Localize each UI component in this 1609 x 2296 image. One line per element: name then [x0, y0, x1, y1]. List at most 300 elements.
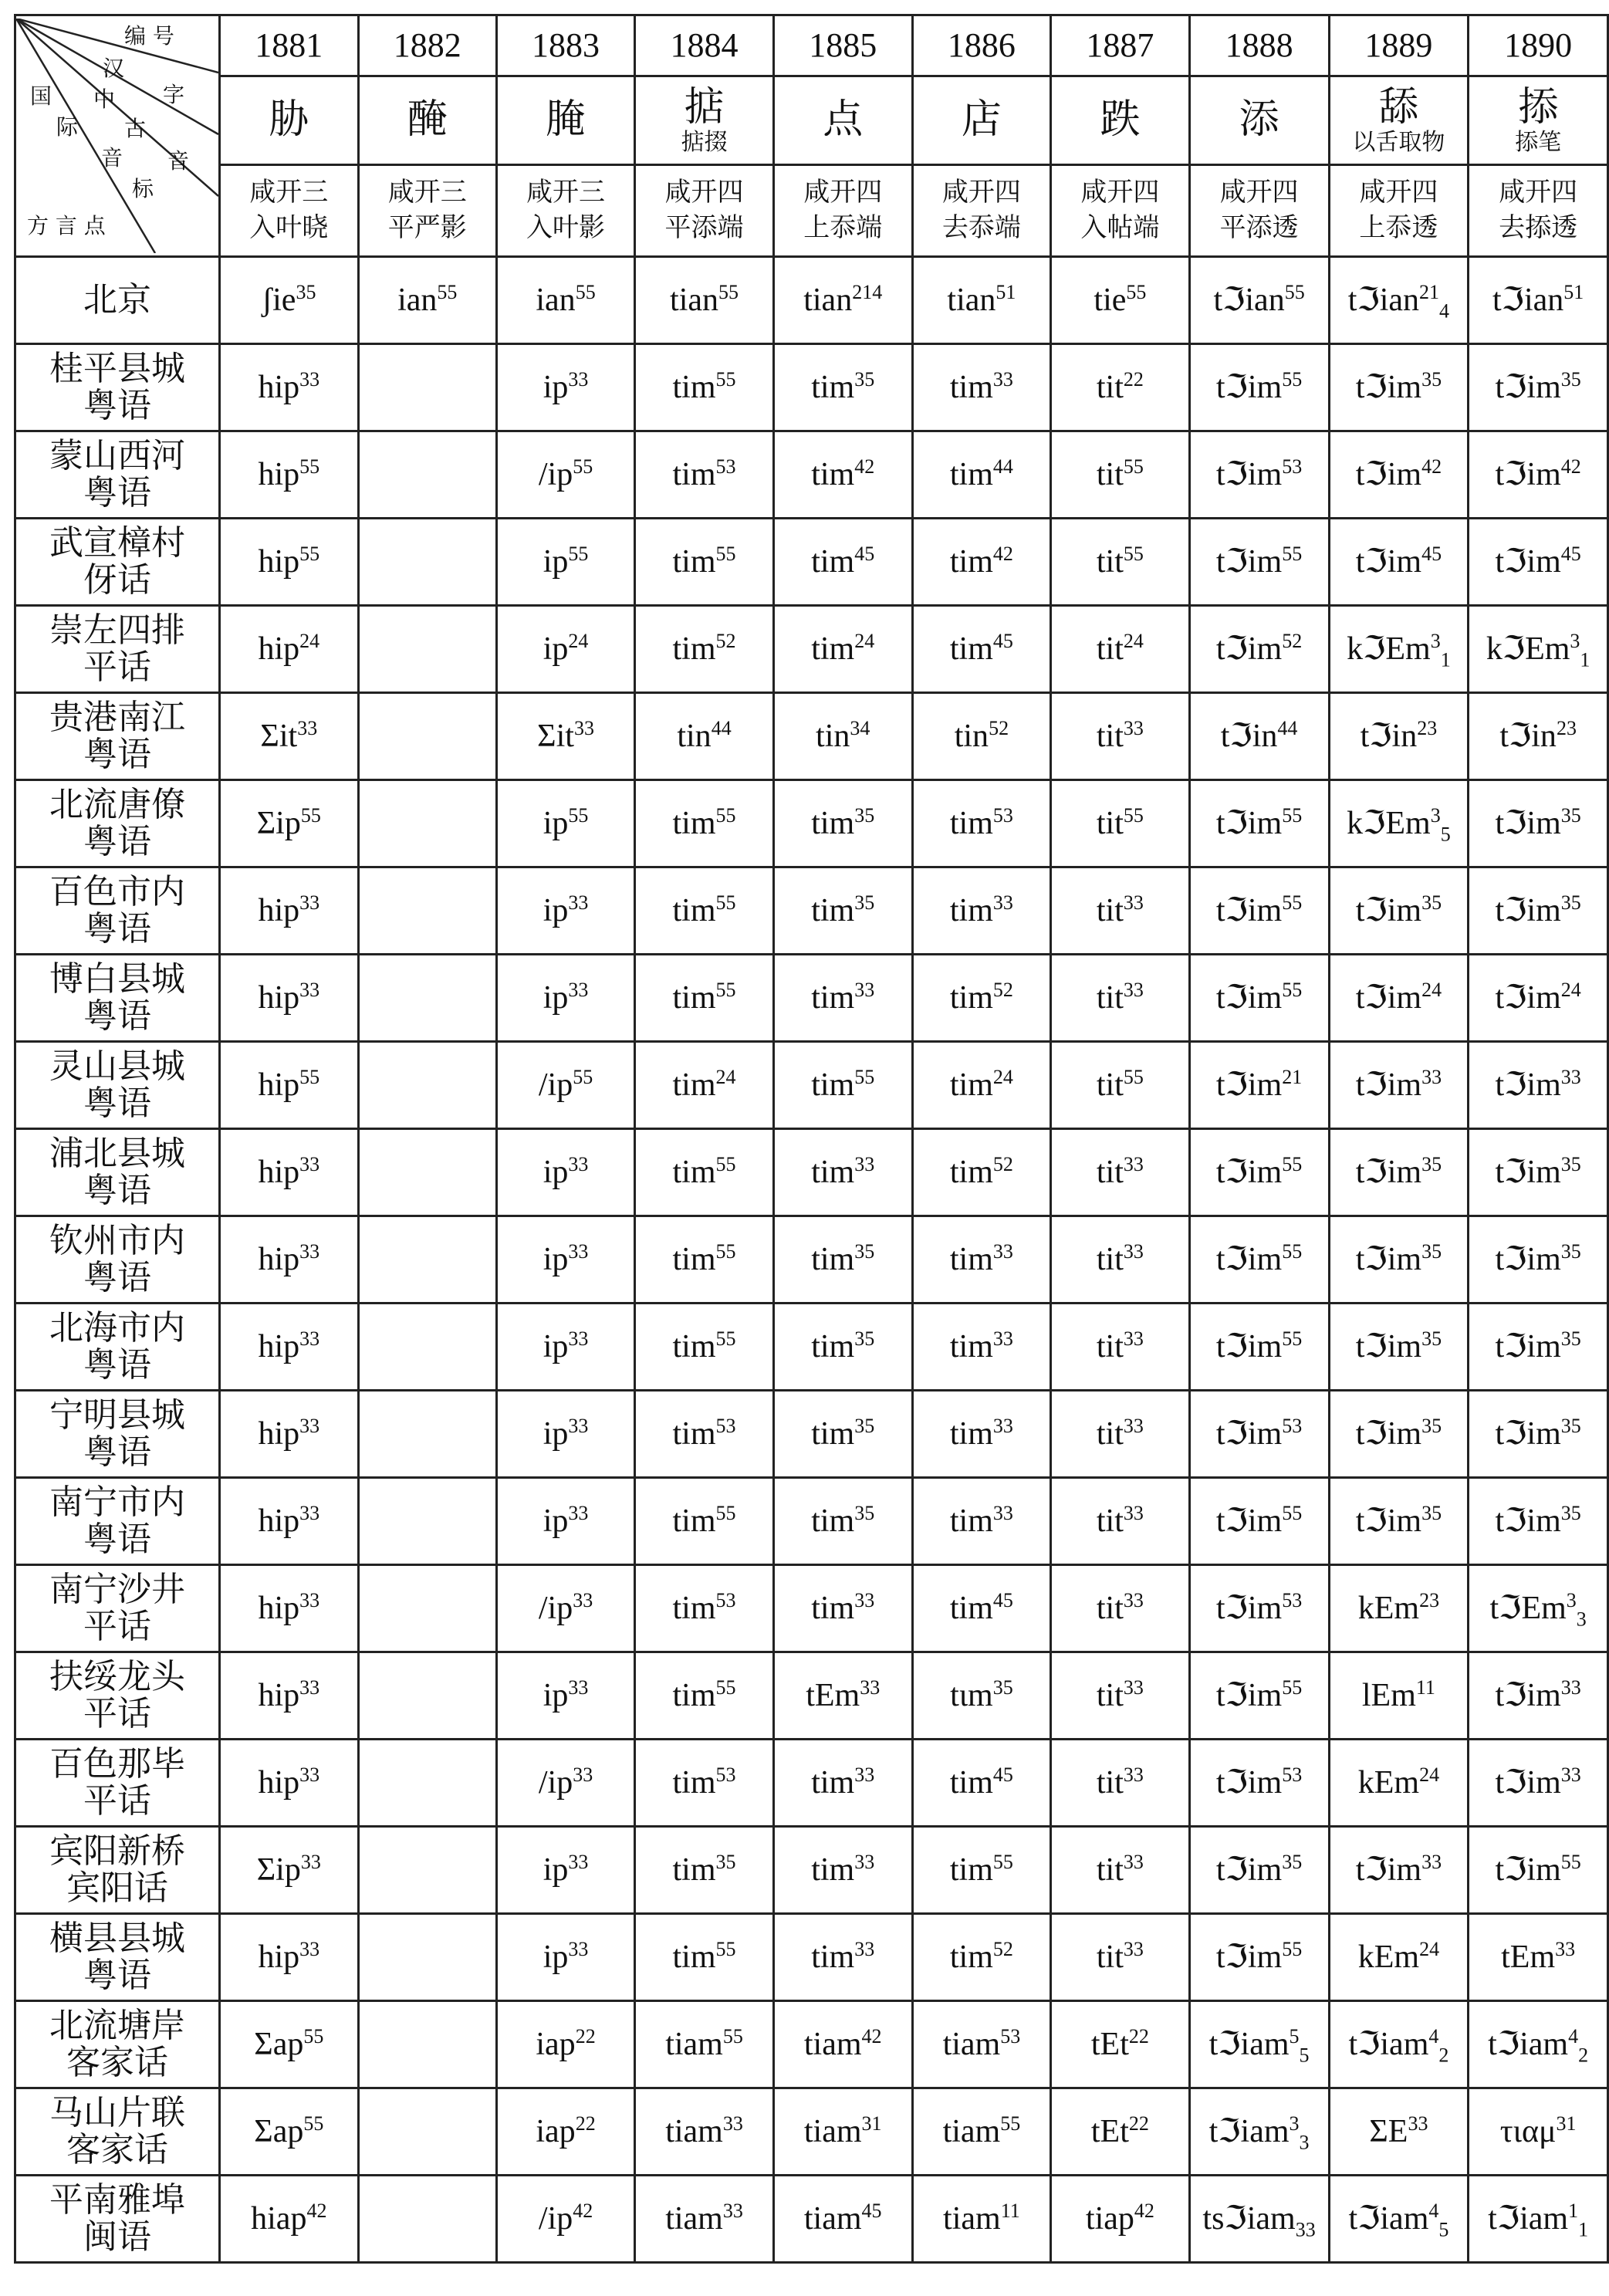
ipa-text: ian	[536, 282, 576, 318]
tone-superscript: 3	[1570, 629, 1580, 652]
ipa-text: tℑim	[1215, 1154, 1283, 1190]
tone-superscript: 24	[1419, 1937, 1440, 1960]
pronunciation-cell	[1469, 1216, 1608, 1304]
pronunciation-cell	[1051, 2088, 1189, 2176]
dialect-name: 粤语	[83, 1171, 151, 1210]
ipa-text: tit	[1096, 1067, 1124, 1103]
pronunciation-cell	[773, 2176, 912, 2263]
pronunciation-cell	[773, 693, 912, 780]
pronunciation-cell	[635, 1129, 774, 1216]
pronunciation-cell	[1469, 1478, 1608, 1565]
pronunciation-cell	[773, 955, 912, 1042]
tone-superscript: 33	[992, 891, 1013, 914]
pronunciation-cell	[358, 2176, 496, 2263]
tone-superscript: 55	[715, 1327, 736, 1350]
tone-superscript: 24	[299, 629, 320, 652]
pronunciation-cell	[1469, 1042, 1608, 1129]
ipa-text: Σap	[254, 2113, 304, 2149]
pronunciation-cell	[635, 519, 774, 606]
tone-superscript: 24	[568, 629, 589, 652]
ipa-text: hip	[258, 1939, 300, 1975]
tone-superscript: 33	[299, 367, 320, 391]
ipa-text: ip	[543, 1328, 569, 1364]
pronunciation-cell	[635, 867, 774, 955]
pronunciation-cell	[496, 1129, 634, 1216]
ipa-text: tℑim	[1355, 1328, 1422, 1364]
dialect-name: 宾阳话	[66, 1868, 168, 1908]
column-character-note: 以舌取物	[1352, 129, 1445, 157]
tone-superscript: 53	[715, 1763, 736, 1786]
table-row	[15, 780, 1608, 867]
ipa-text: ip	[543, 543, 569, 580]
ipa-text: tim	[672, 1590, 716, 1626]
column-middle-chinese-cell	[912, 165, 1051, 257]
ipa-text: hip	[258, 979, 300, 1016]
dialect-name: 粤语	[83, 996, 151, 1036]
pronunciation-cell	[635, 2176, 774, 2263]
pronunciation-cell	[773, 867, 912, 955]
tone-superscript: 44	[1277, 716, 1298, 739]
tone-superscript: 55	[1126, 280, 1147, 303]
pronunciation-cell	[1051, 955, 1189, 1042]
pronunciation-cell	[1051, 257, 1189, 344]
tone-superscript: 35	[1282, 1850, 1303, 1873]
ipa-text: hip	[258, 1067, 300, 1103]
ipa-text: ΣE	[1369, 2113, 1408, 2149]
ipa-text: tℑin	[1220, 718, 1278, 754]
tone-superscript: 24	[1123, 629, 1144, 652]
tone-superscript: 55	[715, 1239, 736, 1263]
pronunciation-cell	[1051, 1740, 1189, 1827]
tone-superscript: 45	[854, 542, 875, 565]
ipa-text: tim	[672, 1241, 716, 1277]
ipa-text: hip	[258, 1241, 300, 1277]
tone-superscript: 33	[722, 2199, 743, 2222]
ipa-text: tim	[949, 1328, 993, 1364]
ipa-text: tim	[672, 631, 716, 667]
pronunciation-cell	[496, 1391, 634, 1478]
tone-superscript: 55	[1123, 1065, 1144, 1088]
tone-subscript: 2	[1578, 2044, 1589, 2067]
ipa-text: tim	[672, 1764, 716, 1801]
column-character: 掂	[684, 83, 725, 130]
pronunciation-cell	[1051, 1652, 1189, 1740]
pronunciation-cell	[1189, 1652, 1329, 1740]
pronunciation-cell	[1469, 1391, 1608, 1478]
ipa-text: ip	[543, 1677, 569, 1713]
pronunciation-cell	[1189, 955, 1329, 1042]
pronunciation-cell	[220, 606, 359, 693]
column-character: 舔	[1378, 83, 1419, 130]
ipa-text: tEt	[1090, 2113, 1129, 2149]
table-row	[15, 431, 1608, 519]
tone-superscript: 55	[299, 455, 320, 478]
tone-superscript: 22	[1123, 367, 1144, 391]
ipa-text: kEm	[1357, 1590, 1420, 1626]
pronunciation-cell	[635, 257, 774, 344]
pronunciation-cell	[220, 1478, 359, 1565]
ipa-text: tℑim	[1215, 1503, 1283, 1539]
pronunciation-cell	[496, 2176, 634, 2263]
dialect-location-cell	[15, 1129, 220, 1216]
pronunciation-cell	[1329, 1478, 1469, 1565]
ipa-text: hip	[258, 631, 300, 667]
column-number: 1883	[496, 15, 634, 76]
pronunciation-cell	[1329, 693, 1469, 780]
tone-superscript: 55	[1123, 542, 1144, 565]
tone-superscript: 33	[722, 2112, 743, 2135]
pronunciation-cell	[1469, 1827, 1608, 1914]
location-name: 宁明县城	[49, 1395, 185, 1435]
dialect-location-cell	[15, 1652, 220, 1740]
ipa-text: tℑim	[1495, 543, 1561, 580]
ipa-text: hiap	[251, 2200, 307, 2237]
pronunciation-cell	[358, 955, 496, 1042]
column-character: 腌	[546, 96, 586, 144]
dialect-location-cell	[15, 1740, 220, 1827]
pronunciation-cell	[220, 1565, 359, 1652]
pronunciation-cell	[1469, 344, 1608, 431]
location-name: 南宁沙井	[49, 1569, 185, 1609]
ipa-text: tiam	[665, 2026, 723, 2062]
dialect-name: 平话	[83, 1781, 151, 1821]
pronunciation-cell	[773, 431, 912, 519]
tone-superscript: 55	[718, 280, 739, 303]
tone-superscript: 33	[860, 1676, 881, 1699]
pronunciation-cell	[1469, 780, 1608, 867]
ipa-text: tim	[672, 1851, 716, 1888]
tone-superscript: 55	[575, 280, 596, 303]
ipa-text: tian	[947, 282, 996, 318]
tone-superscript: 42	[854, 455, 875, 478]
ipa-text: tEm	[1501, 1939, 1556, 1975]
location-name: 崇左四排	[49, 610, 185, 650]
tone-superscript: 35	[1560, 1152, 1581, 1175]
pronunciation-cell	[773, 780, 912, 867]
pronunciation-cell	[635, 1216, 774, 1304]
pronunciation-cell	[220, 1216, 359, 1304]
tone-superscript: 55	[1282, 1501, 1303, 1524]
tone-superscript: 55	[992, 1850, 1013, 1873]
ipa-text: tℑim	[1495, 1241, 1561, 1277]
ipa-text: iap	[536, 2113, 576, 2149]
column-character: 醃	[407, 96, 448, 144]
ipa-text: tim	[811, 979, 855, 1016]
tone-superscript: 42	[1134, 2199, 1154, 2222]
dialect-name: 粤语	[83, 473, 151, 512]
pronunciation-cell	[1329, 606, 1469, 693]
pronunciation-cell	[912, 1565, 1051, 1652]
pronunciation-cell	[1469, 1652, 1608, 1740]
dialect-name: 粤语	[83, 735, 151, 774]
pronunciation-cell	[773, 1391, 912, 1478]
tone-superscript: 53	[1282, 1414, 1303, 1437]
pronunciation-cell	[358, 1565, 496, 1652]
pronunciation-cell	[496, 1478, 634, 1565]
ipa-text: tim	[811, 631, 855, 667]
dialect-location-cell	[15, 693, 220, 780]
column-middle-chinese-cell	[1469, 165, 1608, 257]
ipa-text: ip	[543, 1939, 569, 1975]
ipa-text: tim	[949, 631, 993, 667]
ipa-text: tℑim	[1215, 805, 1283, 841]
location-name: 蒙山西河	[49, 435, 185, 475]
label-zi: 字	[163, 82, 185, 107]
pronunciation-cell	[912, 1304, 1051, 1391]
ipa-text: tim	[949, 1154, 993, 1190]
ipa-text: tit	[1096, 1154, 1124, 1190]
column-number: 1882	[358, 15, 496, 76]
ipa-text: hip	[258, 1590, 300, 1626]
pronunciation-cell	[912, 1391, 1051, 1478]
ipa-text: tit	[1096, 892, 1124, 928]
pronunciation-cell	[635, 693, 774, 780]
tone-superscript: 35	[1421, 1414, 1442, 1437]
table-row	[15, 2001, 1608, 2088]
dialect-name: 平话	[83, 648, 151, 687]
ipa-text: tiam	[665, 2200, 723, 2237]
location-name: 钦州市内	[49, 1220, 185, 1260]
ipa-text: tim	[672, 1154, 716, 1190]
tone-superscript: 33	[1123, 1239, 1144, 1263]
pronunciation-cell	[496, 431, 634, 519]
tone-superscript: 55	[1560, 1850, 1581, 1873]
middle-chinese-line1: 咸开三	[249, 177, 329, 208]
pronunciation-cell	[358, 1129, 496, 1216]
pronunciation-cell	[220, 519, 359, 606]
tone-superscript: 55	[1000, 2112, 1021, 2135]
ipa-text: tit	[1096, 718, 1124, 754]
middle-chinese-line1: 咸开三	[526, 177, 606, 208]
ipa-text: tim	[811, 369, 855, 405]
pronunciation-cell	[358, 1478, 496, 1565]
ipa-text: tim	[672, 456, 716, 492]
middle-chinese-line2: 平严影	[387, 212, 467, 243]
column-middle-chinese-cell	[1051, 165, 1189, 257]
ipa-text: ip	[543, 1154, 569, 1190]
ipa-text: tℑEm	[1489, 1590, 1567, 1626]
pronunciation-cell	[496, 1827, 634, 1914]
middle-chinese-line2: 平添端	[664, 212, 744, 243]
pronunciation-cell	[1189, 257, 1329, 344]
pronunciation-cell	[220, 1652, 359, 1740]
tone-subscript: 5	[1438, 2218, 1449, 2241]
location-name: 博白县城	[49, 959, 185, 999]
ipa-text: tℑim	[1215, 369, 1283, 405]
ipa-text: tℑim	[1355, 1415, 1422, 1452]
ipa-text: kEm	[1357, 1764, 1420, 1801]
column-character: 胁	[269, 96, 309, 144]
pronunciation-cell	[912, 519, 1051, 606]
dialect-location-cell	[15, 955, 220, 1042]
pronunciation-cell	[912, 867, 1051, 955]
tone-subscript: 5	[1299, 2044, 1310, 2067]
pronunciation-cell	[1189, 867, 1329, 955]
tone-superscript: 33	[1123, 1676, 1144, 1699]
pronunciation-cell	[358, 2001, 496, 2088]
tone-superscript: 33	[1560, 1065, 1581, 1088]
pronunciation-cell	[1469, 606, 1608, 693]
ipa-text: tℑim	[1495, 1503, 1561, 1539]
ipa-text: ip	[543, 805, 569, 841]
ipa-text: tℑim	[1215, 1677, 1283, 1713]
tone-superscript: 55	[722, 2024, 743, 2047]
label-biao: 标	[132, 176, 154, 201]
tone-superscript: 33	[854, 1850, 875, 1873]
tone-superscript: 35	[715, 1850, 736, 1873]
pronunciation-cell	[1469, 257, 1608, 344]
tone-superscript: 55	[1282, 803, 1303, 827]
middle-chinese-line1: 咸开四	[941, 177, 1021, 208]
middle-chinese-line2: 平添透	[1219, 212, 1299, 243]
pronunciation-cell	[496, 1216, 634, 1304]
tone-superscript: 33	[1123, 1152, 1144, 1175]
pronunciation-cell	[635, 1740, 774, 1827]
pronunciation-cell	[358, 1304, 496, 1391]
pronunciation-cell	[773, 1827, 912, 1914]
tone-superscript: 52	[715, 629, 736, 652]
ipa-text: ʃie	[262, 282, 296, 318]
column-number: 1886	[912, 15, 1051, 76]
ipa-text: tℑim	[1495, 1328, 1561, 1364]
tone-superscript: 33	[573, 716, 594, 739]
pronunciation-cell	[1329, 519, 1469, 606]
tone-superscript: 52	[992, 1152, 1013, 1175]
location-name: 扶绥龙头	[49, 1656, 185, 1696]
corner-header-cell	[15, 15, 220, 257]
ipa-text: tℑim	[1215, 1939, 1283, 1975]
pronunciation-cell	[220, 431, 359, 519]
table-row	[15, 1740, 1608, 1827]
pronunciation-cell	[1189, 344, 1329, 431]
tone-superscript: 53	[715, 455, 736, 478]
ipa-text: tim	[811, 892, 855, 928]
ipa-text: tℑim	[1355, 1503, 1422, 1539]
column-middle-chinese-cell	[773, 165, 912, 257]
pronunciation-cell	[220, 1042, 359, 1129]
pronunciation-cell	[1329, 1129, 1469, 1216]
ipa-text: Σip	[256, 1851, 301, 1888]
pronunciation-cell	[358, 606, 496, 693]
pronunciation-cell	[1051, 1827, 1189, 1914]
pronunciation-cell	[1051, 2001, 1189, 2088]
ipa-text: tℑim	[1355, 1241, 1422, 1277]
pronunciation-cell	[773, 1129, 912, 1216]
ipa-text: tim	[949, 1241, 993, 1277]
pronunciation-cell	[1329, 1914, 1469, 2001]
pronunciation-cell	[773, 1304, 912, 1391]
dialect-location-cell	[15, 606, 220, 693]
pronunciation-cell	[635, 1827, 774, 1914]
tone-superscript: 55	[299, 1065, 320, 1088]
ipa-text: tim	[949, 979, 993, 1016]
ipa-text: ip	[543, 1851, 569, 1888]
pronunciation-cell	[1469, 431, 1608, 519]
ipa-text: hip	[258, 1415, 300, 1452]
tone-superscript: 4	[1568, 2024, 1579, 2047]
tone-superscript: 45	[861, 2199, 882, 2222]
table-row	[15, 1304, 1608, 1391]
column-middle-chinese-cell	[220, 165, 359, 257]
dialect-name: 粤语	[83, 1520, 151, 1559]
pronunciation-cell	[220, 344, 359, 431]
tone-superscript: 55	[300, 803, 321, 827]
ipa-text: tℑin	[1499, 718, 1557, 754]
tone-superscript: 33	[299, 1676, 320, 1699]
pronunciation-cell	[1051, 780, 1189, 867]
ipa-text: hip	[258, 1503, 300, 1539]
tone-superscript: 33	[568, 978, 589, 1001]
ipa-text: tℑim	[1215, 1067, 1283, 1103]
pronunciation-cell	[1329, 257, 1469, 344]
ipa-text: tim	[949, 369, 993, 405]
tone-superscript: 35	[1421, 1501, 1442, 1524]
dialect-location-cell	[15, 1827, 220, 1914]
pronunciation-cell	[496, 1565, 634, 1652]
pronunciation-cell	[1329, 1740, 1469, 1827]
tone-superscript: 33	[568, 1850, 589, 1873]
dialect-name: 粤语	[83, 1084, 151, 1123]
pronunciation-cell	[496, 1304, 634, 1391]
tone-superscript: 35	[1421, 1152, 1442, 1175]
table-row	[15, 519, 1608, 606]
pronunciation-cell	[912, 1652, 1051, 1740]
dialect-location-cell	[15, 2001, 220, 2088]
ipa-text: tim	[672, 1415, 716, 1452]
tone-subscript: 1	[1440, 648, 1451, 671]
tone-superscript: 55	[437, 280, 458, 303]
ipa-text: tℑiam	[1348, 2200, 1429, 2237]
pronunciation-cell	[912, 1740, 1051, 1827]
table-row	[15, 2176, 1608, 2263]
tone-superscript: 5	[1289, 2024, 1300, 2047]
pronunciation-cell	[358, 1391, 496, 1478]
header-row-middle-chinese	[15, 165, 1608, 257]
ipa-text: /ip	[538, 456, 573, 492]
pronunciation-cell	[1051, 1914, 1189, 2001]
tone-superscript: 22	[575, 2112, 596, 2135]
dialect-location-cell	[15, 867, 220, 955]
pronunciation-cell	[1189, 2088, 1329, 2176]
pronunciation-cell	[912, 955, 1051, 1042]
dialect-table-container	[14, 14, 1609, 2264]
ipa-text: Σit	[537, 718, 574, 754]
ipa-text: tiam	[665, 2113, 723, 2149]
tone-superscript: 35	[1421, 367, 1442, 391]
tone-superscript: 55	[715, 1501, 736, 1524]
ipa-text: /ip	[538, 1067, 573, 1103]
pronunciation-cell	[1051, 344, 1189, 431]
pronunciation-cell	[773, 2001, 912, 2088]
ipa-text: tim	[949, 1415, 993, 1452]
ipa-text: tim	[672, 805, 716, 841]
ipa-text: hip	[258, 1764, 300, 1801]
tone-superscript: 55	[1123, 803, 1144, 827]
pronunciation-cell	[635, 1478, 774, 1565]
pronunciation-cell	[220, 1129, 359, 1216]
tone-superscript: 24	[1419, 1763, 1440, 1786]
label-zhong: 中	[93, 86, 116, 112]
pronunciation-cell	[1051, 1129, 1189, 1216]
tone-superscript: 33	[568, 1937, 589, 1960]
pronunciation-cell	[1051, 431, 1189, 519]
pronunciation-cell	[1189, 2176, 1329, 2263]
ipa-text: tiam	[803, 2113, 862, 2149]
ipa-text: tℑim	[1495, 369, 1561, 405]
pronunciation-cell	[773, 344, 912, 431]
tone-superscript: 31	[861, 2112, 882, 2135]
ipa-text: tℑian	[1213, 282, 1285, 318]
